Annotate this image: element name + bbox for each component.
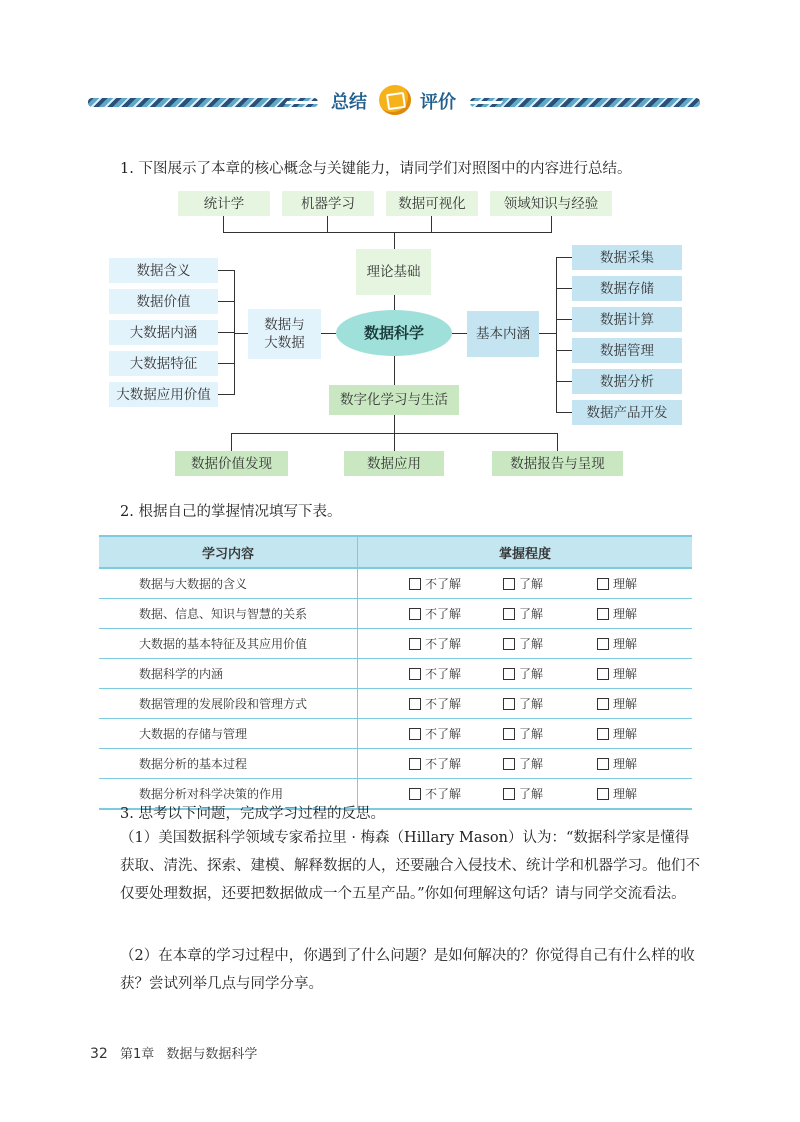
table-row xyxy=(99,599,692,629)
mastery-option[interactable] xyxy=(503,635,597,652)
checkbox[interactable] xyxy=(409,608,421,620)
checkbox[interactable] xyxy=(597,638,609,650)
option-label: 了解 xyxy=(519,667,544,681)
mastery-option[interactable] xyxy=(409,605,503,622)
learning-item: 数据科学的内涵 xyxy=(99,659,358,689)
mastery-option[interactable] xyxy=(409,635,503,652)
checkbox[interactable] xyxy=(503,608,515,620)
checkbox[interactable] xyxy=(597,608,609,620)
option-label: 不了解 xyxy=(425,607,462,621)
option-label: 理解 xyxy=(613,667,638,681)
learning-item: 数据管理的发展阶段和管理方式 xyxy=(99,689,358,719)
checkbox[interactable] xyxy=(409,728,421,740)
map-top-item: 统计学 xyxy=(178,191,270,216)
checkbox[interactable] xyxy=(503,638,515,650)
option-label: 了解 xyxy=(519,607,544,621)
checkbox[interactable] xyxy=(503,698,515,710)
mastery-options xyxy=(358,599,693,629)
option-label: 了解 xyxy=(519,787,544,801)
page-number: 32 xyxy=(90,1046,108,1062)
table-row xyxy=(99,689,692,719)
question-3-part-1: （1）美国数据科学领域专家希拉里 · 梅森（Hillary Mason）认为：“数据科学家是懂得获取、清洗、探索、建模、解释数据的人，还要融合入侵技术、统计学和机器学习。他们不仅要处理数据，还要把数据做成一个五星产品。”你如何理解这句话？请与同学交流看法。 xyxy=(120,830,700,902)
option-label: 理解 xyxy=(613,757,638,771)
checkbox[interactable] xyxy=(409,788,421,800)
table-row xyxy=(99,629,692,659)
mastery-options xyxy=(358,568,693,599)
map-left-hub: 数据与 大数据 xyxy=(248,309,321,359)
map-right-item: 数据计算 xyxy=(572,307,682,332)
mastery-options xyxy=(358,749,693,779)
option-label: 理解 xyxy=(613,697,638,711)
map-top-item: 机器学习 xyxy=(282,191,374,216)
checkbox[interactable] xyxy=(597,758,609,770)
map-left-item: 大数据特征 xyxy=(109,351,218,376)
map-right-item: 数据采集 xyxy=(572,245,682,270)
map-right-item: 数据存储 xyxy=(572,276,682,301)
header-band-right xyxy=(470,98,700,107)
checkbox[interactable] xyxy=(409,698,421,710)
header-summary: 总结 xyxy=(331,92,367,113)
option-label: 理解 xyxy=(613,637,638,651)
question-2: 2. 根据自己的掌握情况填写下表。 xyxy=(120,504,342,520)
map-right-item: 数据管理 xyxy=(572,338,682,363)
checkbox[interactable] xyxy=(597,668,609,680)
mastery-option[interactable] xyxy=(409,725,503,742)
option-label: 理解 xyxy=(613,727,638,741)
option-label: 不了解 xyxy=(425,637,462,651)
map-left-item: 大数据应用价值 xyxy=(109,382,218,407)
option-label: 理解 xyxy=(613,607,638,621)
mastery-option[interactable] xyxy=(503,575,597,592)
mastery-option[interactable] xyxy=(409,755,503,772)
checkbox[interactable] xyxy=(597,698,609,710)
map-bottom-item: 数据报告与呈现 xyxy=(492,451,623,476)
learning-item: 数据分析的基本过程 xyxy=(99,749,358,779)
mastery-options xyxy=(358,659,693,689)
option-label: 了解 xyxy=(519,697,544,711)
checkbox[interactable] xyxy=(409,668,421,680)
mastery-option[interactable] xyxy=(597,695,691,712)
mastery-options xyxy=(358,629,693,659)
mastery-options xyxy=(358,689,693,719)
checkbox[interactable] xyxy=(597,728,609,740)
mastery-options xyxy=(358,719,693,749)
map-left-item: 大数据内涵 xyxy=(109,320,218,345)
mastery-option[interactable] xyxy=(597,575,691,592)
checkbox[interactable] xyxy=(597,788,609,800)
option-label: 不了解 xyxy=(425,727,462,741)
mastery-option[interactable] xyxy=(597,635,691,652)
question-3: 3. 思考以下问题，完成学习过程的反思。 xyxy=(120,806,385,822)
mastery-option[interactable] xyxy=(597,755,691,772)
mastery-option[interactable] xyxy=(597,665,691,682)
mastery-option[interactable] xyxy=(503,605,597,622)
option-label: 不了解 xyxy=(425,787,462,801)
mastery-option[interactable] xyxy=(597,725,691,742)
option-label: 不了解 xyxy=(425,667,462,681)
learning-item: 大数据的存储与管理 xyxy=(99,719,358,749)
checkbox[interactable] xyxy=(409,758,421,770)
table-row xyxy=(99,719,692,749)
mastery-option[interactable] xyxy=(597,785,691,802)
option-label: 理解 xyxy=(613,787,638,801)
option-label: 了解 xyxy=(519,637,544,651)
option-label: 理解 xyxy=(613,577,638,591)
question-1: 1. 下图展示了本章的核心概念与关键能力，请同学们对照图中的内容进行总结。 xyxy=(120,161,632,177)
header-evaluation: 评价 xyxy=(420,92,456,113)
map-center: 数据科学 xyxy=(336,310,452,356)
table-header-mastery: 掌握程度 xyxy=(358,536,693,568)
map-right-hub: 基本内涵 xyxy=(467,311,539,357)
checkbox[interactable] xyxy=(409,578,421,590)
mastery-option[interactable] xyxy=(503,695,597,712)
chapter-title: 数据与数据科学 xyxy=(166,1047,258,1062)
learning-item: 大数据的基本特征及其应用价值 xyxy=(99,629,358,659)
map-bottom-item: 数据应用 xyxy=(344,451,444,476)
checkbox[interactable] xyxy=(503,758,515,770)
page-footer xyxy=(90,1043,257,1062)
mastery-option[interactable] xyxy=(503,725,597,742)
question-3-part-2: （2）在本章的学习过程中，你遇到了什么问题？是如何解决的？你觉得自己有什么样的收获？尝试列举几点与同学分享。 xyxy=(120,948,695,992)
checkbox[interactable] xyxy=(409,638,421,650)
mastery-option[interactable] xyxy=(503,755,597,772)
map-bottom-item: 数据价值发现 xyxy=(175,451,288,476)
option-label: 不了解 xyxy=(425,577,462,591)
table-header-content: 学习内容 xyxy=(99,536,358,568)
map-left-item: 数据含义 xyxy=(109,258,218,283)
option-label: 了解 xyxy=(519,727,544,741)
checkbox[interactable] xyxy=(503,788,515,800)
learning-item: 数据与大数据的含义 xyxy=(99,568,358,599)
learning-item: 数据、信息、知识与智慧的关系 xyxy=(99,599,358,629)
mastery-option[interactable] xyxy=(597,605,691,622)
option-label: 不了解 xyxy=(425,757,462,771)
mastery-table xyxy=(99,535,692,810)
map-left-item: 数据价值 xyxy=(109,289,218,314)
option-label: 了解 xyxy=(519,577,544,591)
checkbox[interactable] xyxy=(597,578,609,590)
checkbox[interactable] xyxy=(503,668,515,680)
map-theory: 理论基础 xyxy=(356,249,431,295)
map-right-item: 数据分析 xyxy=(572,369,682,394)
map-top-item: 领域知识与经验 xyxy=(490,191,612,216)
chapter-label: 第1章 xyxy=(119,1047,155,1062)
checkbox[interactable] xyxy=(503,728,515,740)
mastery-option[interactable] xyxy=(503,665,597,682)
option-label: 了解 xyxy=(519,757,544,771)
mastery-option[interactable] xyxy=(409,665,503,682)
mastery-option[interactable] xyxy=(409,785,503,802)
map-right-item: 数据产品开发 xyxy=(572,400,682,425)
table-row xyxy=(99,659,692,689)
table-row xyxy=(99,749,692,779)
mastery-option[interactable] xyxy=(409,575,503,592)
table-row xyxy=(99,568,692,599)
map-bottom-hub: 数字化学习与生活 xyxy=(329,385,459,415)
header-band-left xyxy=(88,98,318,107)
map-top-item: 数据可视化 xyxy=(386,191,478,216)
learning-item: 数据分析对科学决策的作用 xyxy=(99,779,358,810)
mastery-option[interactable] xyxy=(503,785,597,802)
mastery-option[interactable] xyxy=(409,695,503,712)
checkbox[interactable] xyxy=(503,578,515,590)
option-label: 不了解 xyxy=(425,697,462,711)
mastery-options xyxy=(358,779,693,810)
note-icon xyxy=(379,85,411,115)
